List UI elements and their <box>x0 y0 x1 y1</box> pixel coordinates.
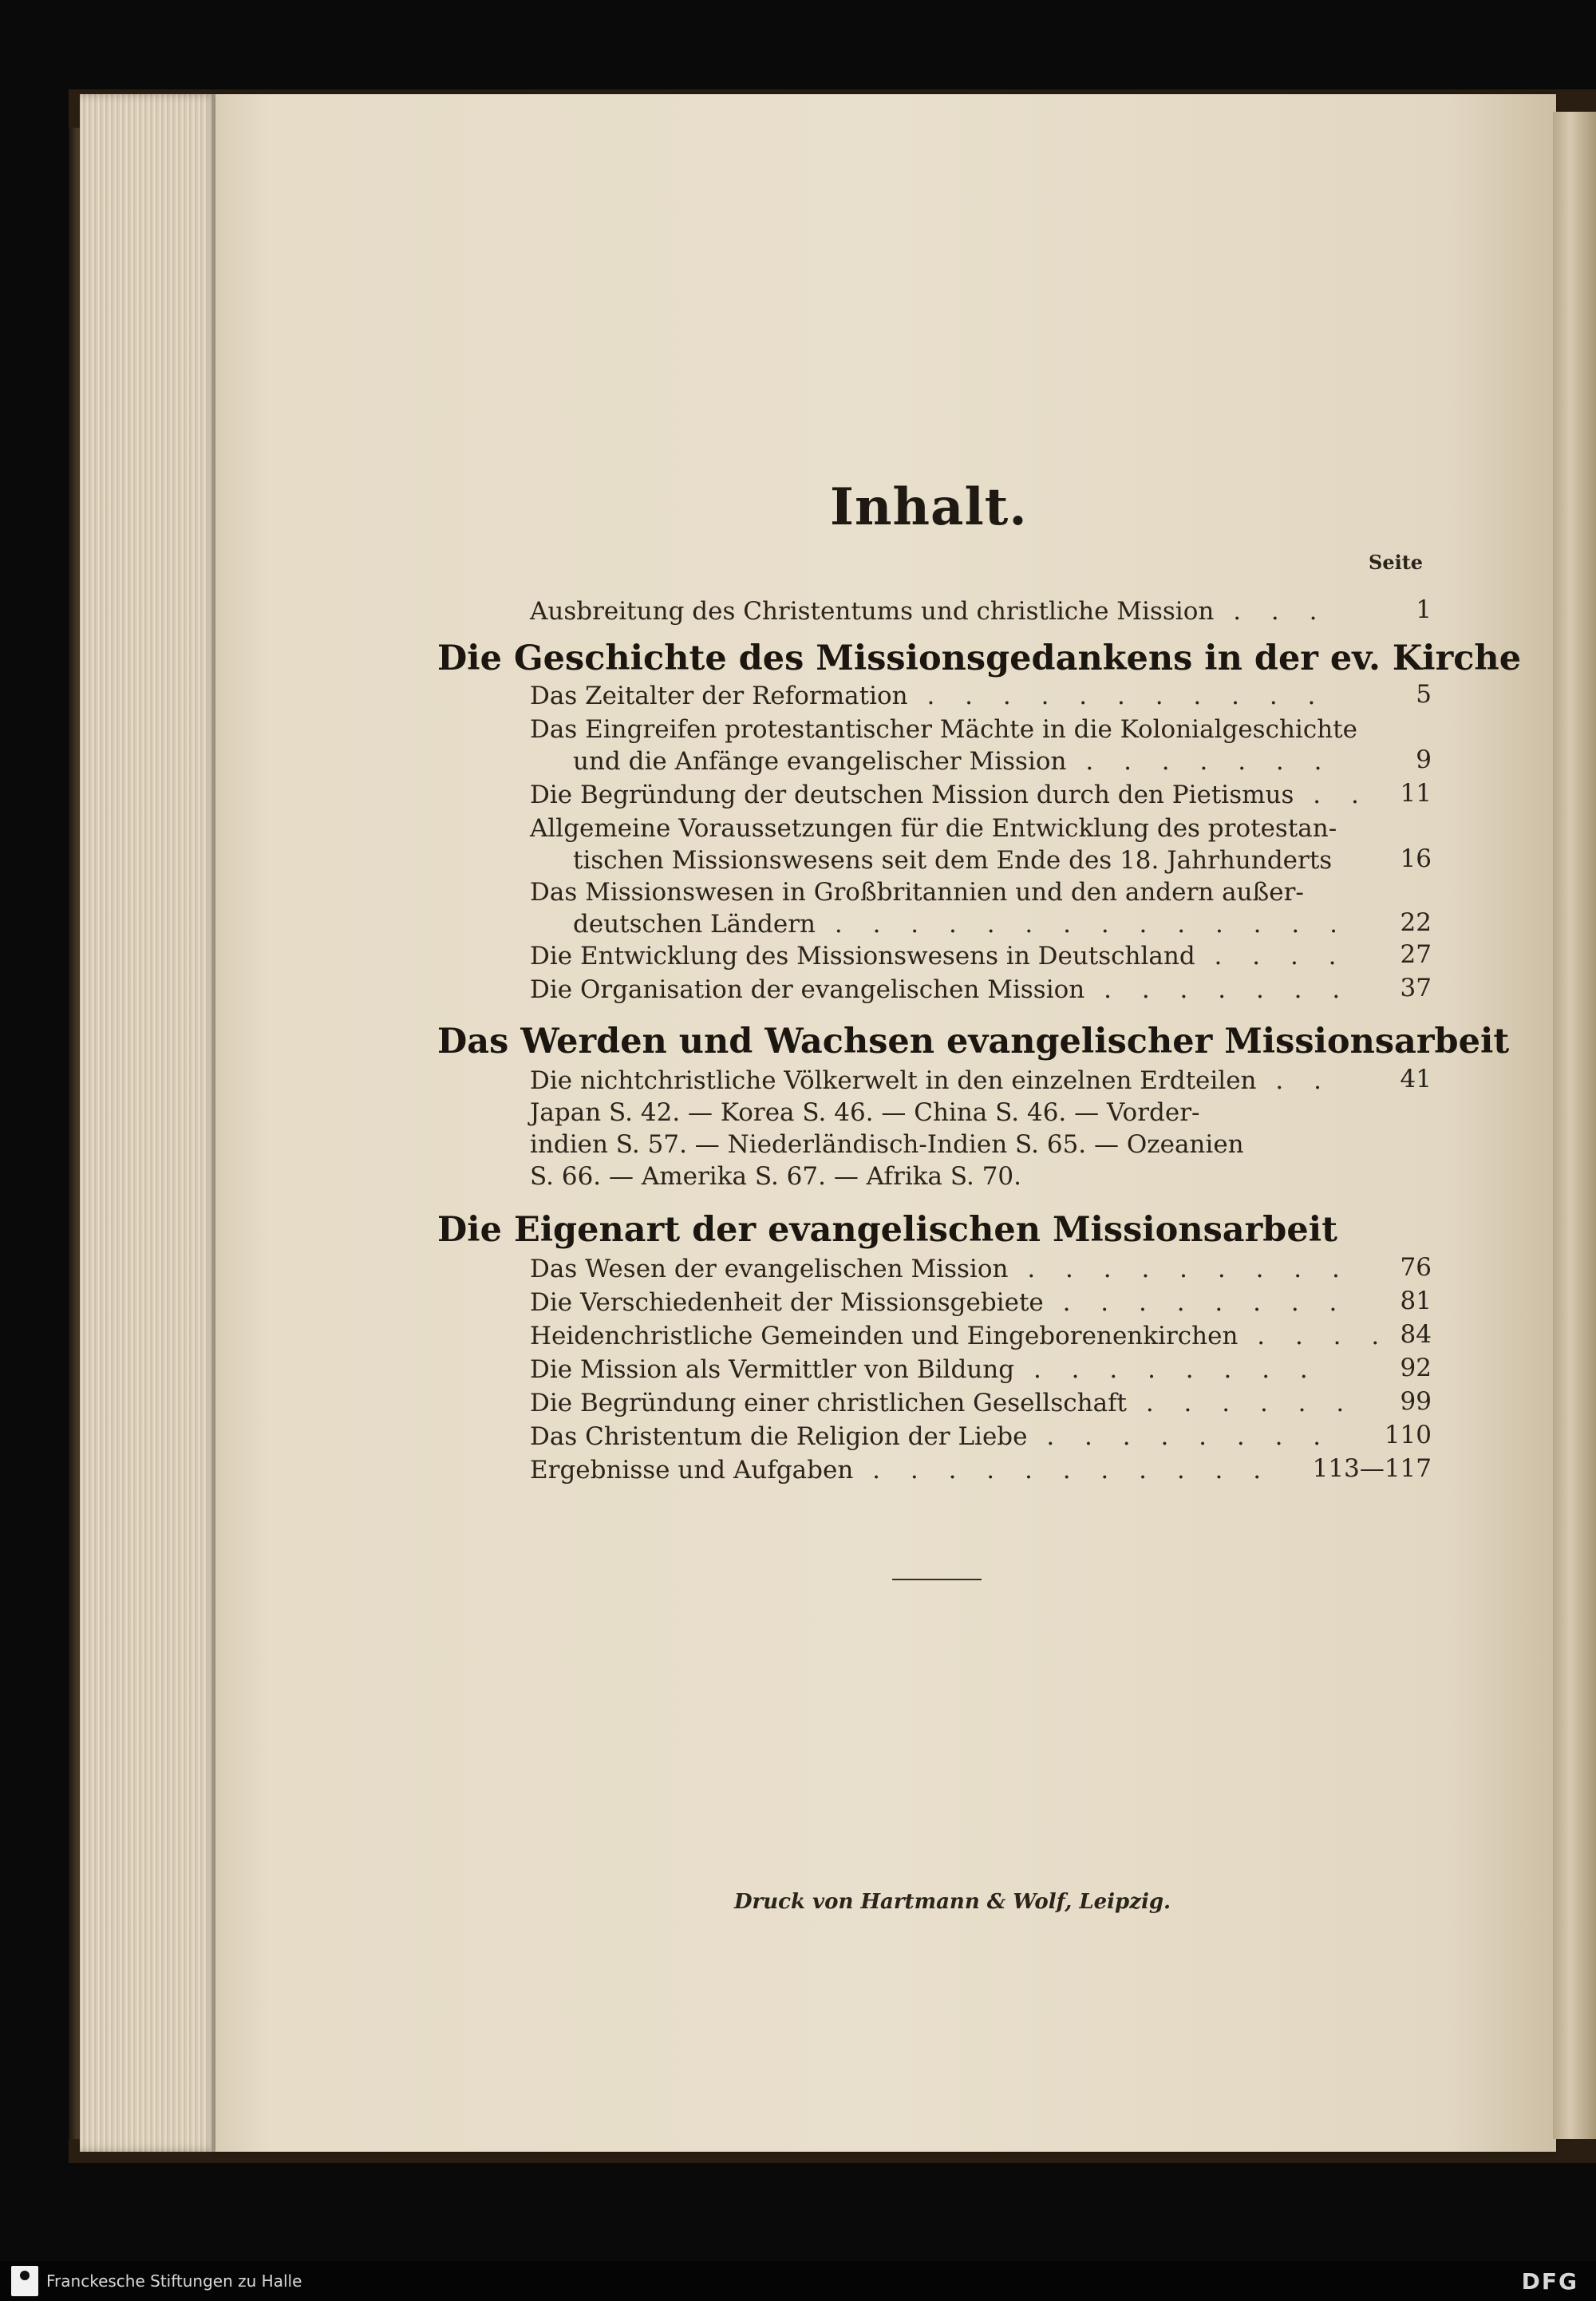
institution-name: Franckesche Stiftungen zu Halle <box>46 2271 302 2291</box>
toc-entry-text: Das Christentum die Religion der Liebe . . . . . . . . <box>530 1422 1333 1451</box>
section-heading: Die Eigenart der evangelischen Missionsarbeit <box>437 1210 1337 1250</box>
toc-page-number: 113—117 <box>1312 1454 1432 1483</box>
toc-entry-text: Ergebnisse und Aufgaben . . . . . . . . . . . <box>530 1456 1273 1485</box>
toc-entry-text: Die Entwicklung des Missionswesens in Deutschland . . . . <box>530 942 1348 971</box>
toc-entry-text: Japan S. 42. — Korea S. 46. — China S. 46. — Vorder- <box>530 1098 1200 1127</box>
toc-page-number: 92 <box>1400 1354 1432 1382</box>
toc-entry-text: Das Eingreifen protestantischer Mächte in die Kolonialgeschichte <box>530 715 1357 744</box>
toc-page-number: 16 <box>1400 844 1432 873</box>
toc-entry-text: indien S. 57. — Niederländisch-Indien S. 65. — Ozeanien <box>530 1130 1244 1159</box>
divider-rule <box>892 1579 982 1580</box>
toc-entry-text: Das Zeitalter der Reformation . . . . . . . . . . . <box>530 682 1327 710</box>
toc-page-number: 84 <box>1400 1320 1432 1349</box>
toc-entry-text: Die Mission als Vermittler von Bildung . . . . . . . . <box>530 1355 1319 1384</box>
printer-imprint: Druck von Hartmann & Wolf, Leipzig. <box>734 1890 1171 1914</box>
toc-entry-text: Ausbreitung des Christentums und christliche Mission . . . <box>530 597 1329 626</box>
toc-entry-text: Die Begründung der deutschen Mission durch den Pietismus . . <box>530 781 1370 809</box>
toc-entry-text: und die Anfänge evangelischer Mission . . . . . . . <box>573 747 1333 776</box>
toc-entry-text: Allgemeine Voraussetzungen für die Entwicklung des protestan- <box>530 814 1337 843</box>
toc-entry-text: Das Missionswesen in Großbritannien und den andern außer- <box>530 878 1304 907</box>
toc-page-number: 99 <box>1400 1387 1432 1416</box>
toc-page-number: 9 <box>1416 745 1432 774</box>
toc-page-number: 37 <box>1400 974 1432 1002</box>
toc-entry-text: tischen Missionswesens seit dem Ende des 18. Jahrhunderts <box>573 846 1333 875</box>
toc-entry-text: deutschen Ländern . . . . . . . . . . . . . . <box>573 910 1349 939</box>
section-heading: Das Werden und Wachsen evangelischer Missionsarbeit <box>437 1022 1510 1062</box>
page-title: Inhalt. <box>830 477 1028 537</box>
toc-entry-text: Die Verschiedenheit der Missionsgebiete . . . . . . . . <box>530 1288 1349 1317</box>
toc-page-number: 11 <box>1400 779 1432 808</box>
toc-entry-text: Die nichtchristliche Völkerwelt in den einzelnen Erdteilen . . <box>530 1066 1333 1095</box>
toc-entry-text: Die Organisation der evangelischen Mission . . . . . . . <box>530 975 1352 1004</box>
toc-entry-text: Das Wesen der evangelischen Mission . . . . . . . . . <box>530 1255 1351 1283</box>
toc-page-number: 22 <box>1400 908 1432 937</box>
toc-entry-text: Die Begründung einer christlichen Gesellschaft . . . . . . <box>530 1389 1356 1417</box>
toc-entry-text: S. 66. — Amerika S. 67. — Afrika S. 70. <box>530 1162 1021 1191</box>
toc-page-number: 41 <box>1400 1065 1432 1093</box>
toc-page-number: 110 <box>1384 1421 1432 1449</box>
toc-page-number: 5 <box>1416 680 1432 709</box>
toc-entry-text: Heidenchristliche Gemeinden und Eingeborenenkirchen . . . . <box>530 1322 1391 1350</box>
institution-logo-icon <box>11 2266 38 2296</box>
toc-page-number: 81 <box>1400 1287 1432 1315</box>
toc-page-number: 27 <box>1400 940 1432 969</box>
toc-page-number: 76 <box>1400 1253 1432 1282</box>
page-column-label: Seite <box>1369 551 1424 574</box>
dfg-logo: DFG <box>1521 2268 1578 2295</box>
toc-page-number: 1 <box>1416 595 1432 624</box>
section-heading: Die Geschichte des Missionsgedankens in der ev. Kirche <box>437 639 1522 678</box>
